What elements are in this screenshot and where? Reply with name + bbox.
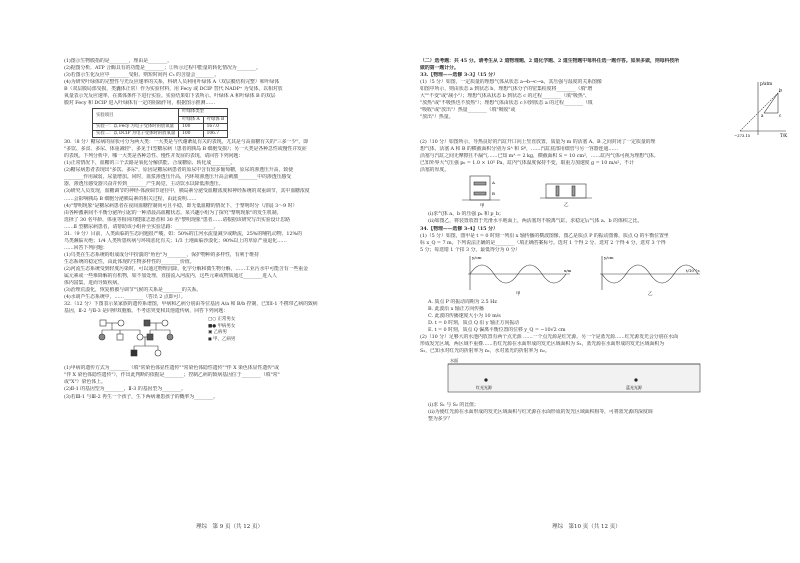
text-line: (i)求 S₁ 与 S₂ 的比值；	[428, 402, 479, 409]
text-line: 体内富集，进而导致疾病。	[64, 280, 123, 287]
text-line: 或"X"）染色体上。	[64, 379, 106, 386]
svg-text:y/cm: y/cm	[472, 254, 482, 260]
svg-text:水面: 水面	[450, 358, 458, 364]
text-line: (ii)如图乙，将装置放置于光滑水平地面上，两活塞均不脱离气缸，求稳定后气体 a、b 的体积之比。	[428, 218, 643, 225]
svg-text:甲: 甲	[480, 204, 485, 209]
cylinder-figure	[460, 174, 620, 208]
q33-title: 33.【物理——选修 3-3】（15 分）	[420, 72, 498, 79]
text-line: (ii)为使红光源在水面形成的发光区域面积与红光源在水面形成的发光区域面积相等，可将蓝光源的深度调	[428, 409, 653, 416]
text-line: (3)若Ⅲ-1 与Ⅲ-2 再生一个孩子，生下两病兼患孩子的概率为________。	[64, 393, 219, 400]
svg-text:蓝光光源: 蓝光光源	[626, 385, 642, 391]
text-line: E. t = 0 时刻，质点 Q 偏离平衡位置的位移 y_Q = −10√2 cm	[428, 326, 566, 333]
text-line: 想气体，活塞 A 和 B 的横截面积分别为 Sᴬ 和 Sᴮ，……汽缸底部用细管与另一容器连通……	[420, 146, 618, 153]
text-line: 活塞的厚度。	[420, 167, 450, 174]
text-line: B（双层膜局部受损，类囊体正常）作为实验材料，用 Fecy 或 DCIP 替代 NADP⁺ 为受体，以相对放	[64, 86, 283, 93]
text-line: (1)正常情况下，血糖的三个去路是氧化分解供能、合成糖原、转化成________。	[64, 160, 236, 167]
text-line: (2)Ⅱ-1 的基因型为________，Ⅱ-3 的基因型为________。	[64, 386, 187, 393]
text-line: 氧量表示光反应速率，在离体条件下进行实验。实验结果如下表所示。叶绿体 A 和叶绿体 B 的双层	[64, 93, 276, 100]
text-line: (3)研究人员发现，血糖调节的神经-体液调节途径中，胰岛素分泌受血糖浓度和神经系统的双重调节，其中血糖浓度	[64, 188, 310, 195]
question-31	[64, 231, 436, 301]
text-line: 生态系统的稳定性，由此体现的生物多样性的________价值。	[64, 258, 195, 265]
text-line: 标 x_Q = 7 m。下列说法正确的是________（填正确答案标号。选对 1 个得 2 分，选对 2 个得 4 分，选对 3 个得	[420, 239, 666, 246]
text-line: 鸟类濒临灭绝；1/4 人类所患疾病与环境恶化有关；1/3 土地面临沙漠化；90%以上的草原严重退化……	[64, 237, 287, 244]
text-line: 已知外界大气压强 p₀ = 1.0 × 10⁵ Pa，缸内气体温度保持不变，取重力加速度 g = 10 m/s²，不计	[420, 160, 634, 167]
svg-text:B: B	[492, 191, 495, 197]
text-line: (1)甲病的遗传方式为________（填"常染色体显性遗传""常染色体隐性遗传""伴 X 染色体显性遗传"或	[64, 365, 280, 372]
text-line: (1)（5 分）如图，图甲是 t = 0 时刻一列沿 x 轴传播的横波图像，图乙是质点 P 的振动图像，质点 Q 的平衡位置坐	[420, 232, 669, 239]
svg-text:a: a	[761, 113, 764, 119]
text-line: ________作用减弱，尿量增加。同时，血浆渗透压升高，内环境渗透压升高会刺激________中的渗透压感受	[64, 174, 292, 181]
question-33	[420, 79, 720, 121]
svg-text:A: A	[492, 180, 495, 186]
question-32-parts	[64, 365, 436, 400]
text-line: （二）选考题：共 45 分。请考生从 2 道物理题、2 道化学题、2 道生物题中每科任选一题作答。如果多做，则每科按所	[420, 58, 680, 64]
text-line: "吸收"或"放出"）热量________（填"吸收"或	[420, 107, 516, 114]
text-line: 整为多少？	[428, 416, 453, 423]
text-line: 由各种激素间不平衡分泌所引起的一种清晨高血糖状态。某兴趣小组为了探究"黎明现象"的发生机制，	[64, 209, 282, 216]
question-32	[64, 301, 436, 315]
svg-text:c: c	[779, 113, 782, 119]
svg-text:甲: 甲	[516, 291, 521, 296]
text-line: (3)若图示生化反应中________受阻，则短时间内 C₃ 的含量会________。	[64, 72, 220, 79]
text-line: (2)（10 分）如图所示，导热良好的汽缸开口向上竖直放置，质量为 m 的活塞 A、B 之间封闭了一定质量的理	[420, 139, 656, 146]
text-line: "多饮、多食、多尿、体重减轻"，多见于Ⅰ型糖尿病（患者的胰岛 B 细胞受损）；另一大类是各种急性或慢性并发症	[64, 146, 307, 153]
text-line: C. 此波的传播速度大小为 10 m/s	[428, 312, 501, 319]
question-30	[64, 139, 436, 231]
text-line: (3)治理荒漠化，恢复植被与调节气候的关系是________的关系。	[64, 287, 202, 294]
pedigree-figure	[94, 317, 436, 363]
question-33-part2	[420, 139, 792, 174]
svg-text:p/atm: p/atm	[760, 81, 772, 87]
text-line: (4)"黎明现象"是糖尿病患者在夜间血糖控制尚可且平稳，即无低血糖的情况下，于黎明时分（清晨 3～9 时）	[64, 202, 298, 209]
question-34-part2	[420, 334, 792, 355]
text-line: 30.（8 分）糖尿病的症状可分为两大类：一大类是与代谢紊乱有关的表现，尤其是与高血糖有关的"三多一少"，即	[64, 139, 309, 146]
water-pool-figure	[446, 358, 706, 396]
text-line: (4)水葫芦生态系统中，……________（答出 2 点即可）。	[64, 294, 186, 301]
text-line: (1)图示生物膜指的是________，理由是________。	[64, 58, 173, 64]
svg-text:t/10⁻¹s: t/10⁻¹s	[686, 267, 700, 273]
left-page	[64, 58, 436, 514]
text-line: 基因，Ⅱ-2 与Ⅱ-3 是同卵双胞胎。不考虑突变和其他遗传病，回答下列问题：	[64, 308, 229, 315]
question-29	[64, 58, 436, 107]
question-34-sub	[420, 402, 792, 423]
svg-text:乙: 乙	[564, 203, 569, 209]
text-line: (1)（5 分）如图，一定质量的理想气体从状态 a→b→c→a，其压强与温度的关系图像	[420, 79, 602, 86]
q34-title: 34.【物理——选修 3-4】（15 分）	[420, 225, 498, 232]
text-line: (1)鸟类在生态系统的组成成分中扮演的"角色"为________，保护物种的多样性，有利于维持	[64, 251, 259, 258]
text-line: ……Ⅱ 型糖尿病患者，请帮助该小组补全实验思路：________________。	[64, 223, 219, 230]
text-line: D. t = 0 时刻，质点 Q 沿 y 轴正方向振动	[428, 319, 520, 326]
text-line: B. 此波沿 x 轴正方向传播	[428, 305, 484, 312]
text-line: 32.（12 分）下图表示某家族的遗传系谱图，甲病和乙病分别由等位基因 A/a 和 B/b 控制，已知Ⅰ-1 不携带乙病的致病	[64, 301, 318, 308]
text-line: ……回答下列问题：	[64, 244, 108, 251]
text-line: S₂，已知水对红光的折射率为 n₁，水对蓝光的折射率为 n₂。	[420, 348, 550, 355]
text-line: (i)求气体 a、b 的压强 pₐ 和 p_b；	[428, 211, 504, 218]
text-line: ……会影响胰岛 B 细胞分泌胰岛素的相关过程，由此说明……	[64, 195, 197, 202]
right-page-footer: 理综 第10 页（共 12 页）	[552, 524, 621, 530]
text-line: (4)为研究叶绿体的完整性与光反应速率的关系，科研人员利用叶绿体 A（双层膜结构完整）和叶绿体	[64, 79, 280, 86]
text-line: 如图中所示，则由状态 a 到状态 b，理想气体分子的密集程度将________（填"增	[420, 86, 593, 93]
table-row: 实验一：以 Fecy 为电子受体时的放氧量 100 167.0	[93, 123, 228, 130]
text-line: 做的第一题计分。	[420, 65, 459, 72]
text-line: "放热"或"不吸热也不放热"）；理想气体由状态 c 回到状态 a 的过程________（填	[420, 100, 593, 107]
svg-text:−273.15: −273.15	[734, 133, 751, 139]
question-33-sub	[420, 211, 792, 225]
svg-text:T/K: T/K	[780, 133, 788, 139]
text-line: (2)河流生态系统受到轻度污染时，可以通过物理沉降、化学分解和微生物分解，……工业污水中可能含有一些重金	[64, 265, 308, 272]
question-34	[420, 233, 792, 254]
text-line: 形成发光区域，两区域不重叠……若红光源在水面形成的发光区域面积为 S₁，蓝光源在水面形成的发光区域面积为	[420, 341, 664, 348]
wave-figures	[460, 254, 720, 296]
table-header-b: 叶绿体 B	[203, 116, 228, 123]
text-line: "放出"）热量。	[420, 114, 454, 121]
text-line: A. 质点 P 的振动周期为 2.5 Hz	[428, 298, 497, 305]
pedigree-legend: □○ 正常男女 ■● 甲病男女 ▣ 乙病男 ◼ 甲、乙病男	[208, 317, 236, 342]
text-line: 属元素或一些难降解的有机物，如不加处理，直接流入河流内，这些元素或物质通过________进入人	[64, 273, 277, 280]
pt-graph	[720, 79, 790, 139]
text-line: 选择了 30 名年龄、体重等相同的健康志愿者和 30 名"黎明现象"患者……请根据该研究写出实验设计思路	[64, 216, 290, 223]
table-header-a: 叶绿体 A	[179, 116, 204, 123]
text-line: 5 分；每选错 1 个扣 3 分，最低得分为 0 分）	[420, 246, 521, 253]
text-line: 的表现。下列分析中，哪一大类是各种急性、慢性并发症的表现。请回答下列问题：	[64, 153, 244, 160]
right-page	[420, 58, 792, 514]
text-line: 大""不变"或"减小"）；理想气体从状态 b 到状态 c 的过程________（填"吸热"、	[420, 93, 590, 100]
table-header-group: 叶绿体类型	[179, 109, 228, 116]
text-line: 器，渗透压感受器兴奋并传到________产生渴觉，主动饮水以降低渗透压。	[64, 181, 224, 188]
svg-text:y/cm: y/cm	[604, 254, 614, 260]
pedigree-chart	[94, 317, 204, 363]
text-line: 膜对 Fecy 和 DCIP 进入叶绿体有一定的阻隔作用，根据图示推测……	[64, 100, 216, 107]
text-line: 31.（9 分）目前，人类面临的生态问题很严峻，如：50%的江河水流量减少或断流，25%的哺乳动物、12%的	[64, 230, 302, 237]
text-line: "伴 X 染色体隐性遗传"），作出此判断的依据是________；控制乙病的致病基因位于________（填"常"	[64, 372, 280, 379]
svg-text:b: b	[779, 88, 782, 94]
text-line: 活塞与汽缸之间无摩擦且不漏气……已知 mᴬ = 2 kg，横截面积 S = 10 cm²，……缸内气体可视为理想气体。	[420, 153, 659, 160]
text-line: (2)（10 分）足够大的水池内放置有两个点光源 ……一个点光源是红光源，另一个是蓝光源……红光源发光会分别在水面	[420, 333, 678, 340]
text-line: (2)糖尿病患者表现出"多饮、多尿"，原因是糖尿病患者的原尿中含有较多葡萄糖，原尿的渗透压升高，致使	[64, 167, 294, 174]
svg-text:红光光源: 红光光源	[476, 385, 492, 391]
table-header-item: 实验项目	[93, 109, 179, 123]
elective-header	[420, 58, 792, 72]
table-row: 实验二：以 DCIP 为电子受体时的放氧量 100 106.7	[93, 130, 228, 137]
question-34-options	[420, 299, 792, 334]
svg-text:乙: 乙	[648, 291, 653, 296]
svg-text:x/m: x/m	[564, 267, 572, 273]
left-page-footer: 理综 第 9 页（共 12 页）	[196, 524, 263, 530]
chloroplast-table	[92, 108, 228, 138]
text-line: (2)据图分析，ATP 合酶具有的功能是________；②所示过程中能量的转化情况为________。	[64, 65, 261, 72]
